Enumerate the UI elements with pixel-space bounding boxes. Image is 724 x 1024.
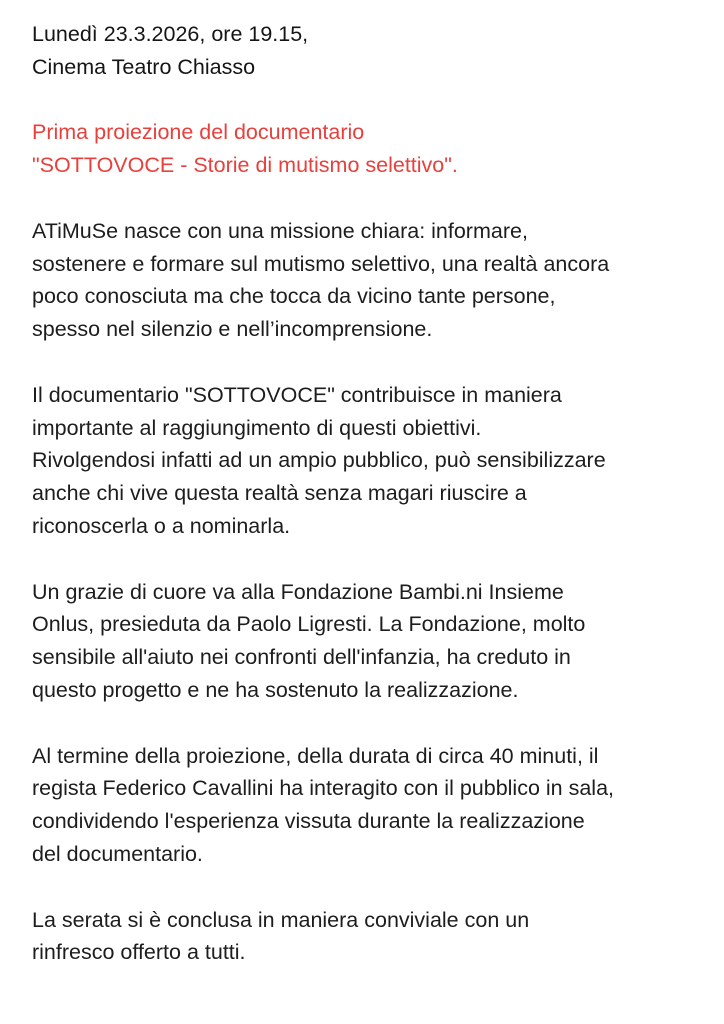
article-text [32,18,722,969]
paragraph-line: Il documentario "SOTTOVOCE" contribuisce in maniera [32,382,562,407]
event-header [32,18,722,84]
paragraph-line: Un grazie di cuore va alla Fondazione Bambi.ni Insieme [32,579,564,604]
paragraph-line: riconoscerla o a nominarla. [32,513,291,538]
paragraph-gap [32,84,722,117]
documentary-announcement [32,116,722,182]
paragraph-line: poco conosciuta ma che tocca da vicino tante persone, [32,284,556,309]
paragraph-line: Rivolgendosi infatti ad un ampio pubblico, può sensibilizzare [32,448,606,473]
event-venue-line: Cinema Teatro Chiasso [32,54,256,79]
paragraph-thanks [32,576,722,707]
paragraph-gap [32,707,722,740]
event-date-line: Lunedì 23.3.2026, ore 19.15, [32,22,309,46]
paragraph-line: ATiMuSe nasce con una missione chiara: informare, [32,218,528,243]
paragraph-gap [32,871,722,904]
paragraph-gap [32,543,722,576]
paragraph-line: spesso nel silenzio e nell’incomprensione. [32,317,433,342]
paragraph-closing [32,904,722,970]
announcement-title-line: "SOTTOVOCE - Storie di mutismo selettivo". [32,153,458,178]
paragraph-documentary [32,379,722,543]
paragraph-line: rinfresco offerto a tutti. [32,940,246,965]
paragraph-line: sensibile all'aiuto nei confronti dell'infanzia, ha creduto in [32,645,571,670]
paragraph-gap [32,346,722,379]
paragraph-line: condividendo l'esperienza vissuta durante la realizzazione [32,809,585,834]
paragraph-line: Al termine della proiezione, della durata di circa 40 minuti, il [32,743,599,768]
paragraph-line: anche chi vive questa realtà senza magari riuscire a [32,481,527,506]
paragraph-line: del documentario. [32,841,203,866]
paragraph-line: sostenere e formare sul mutismo selettivo, una realtà ancora [32,251,610,276]
paragraph-gap [32,182,722,215]
paragraph-line: Onlus, presieduta da Paolo Ligresti. La Fondazione, molto [32,612,586,637]
paragraph-line: importante al raggiungimento di questi obiettivi. [32,415,482,440]
paragraph-line: La serata si è conclusa in maniera conviviale con un [32,907,530,932]
paragraph-line: questo progetto e ne ha sostenuto la realizzazione. [32,677,519,702]
paragraph-screening [32,740,722,871]
paragraph-mission [32,215,722,346]
announcement-line: Prima proiezione del documentario [32,120,365,145]
paragraph-line: regista Federico Cavallini ha interagito con il pubblico in sala, [32,776,615,801]
